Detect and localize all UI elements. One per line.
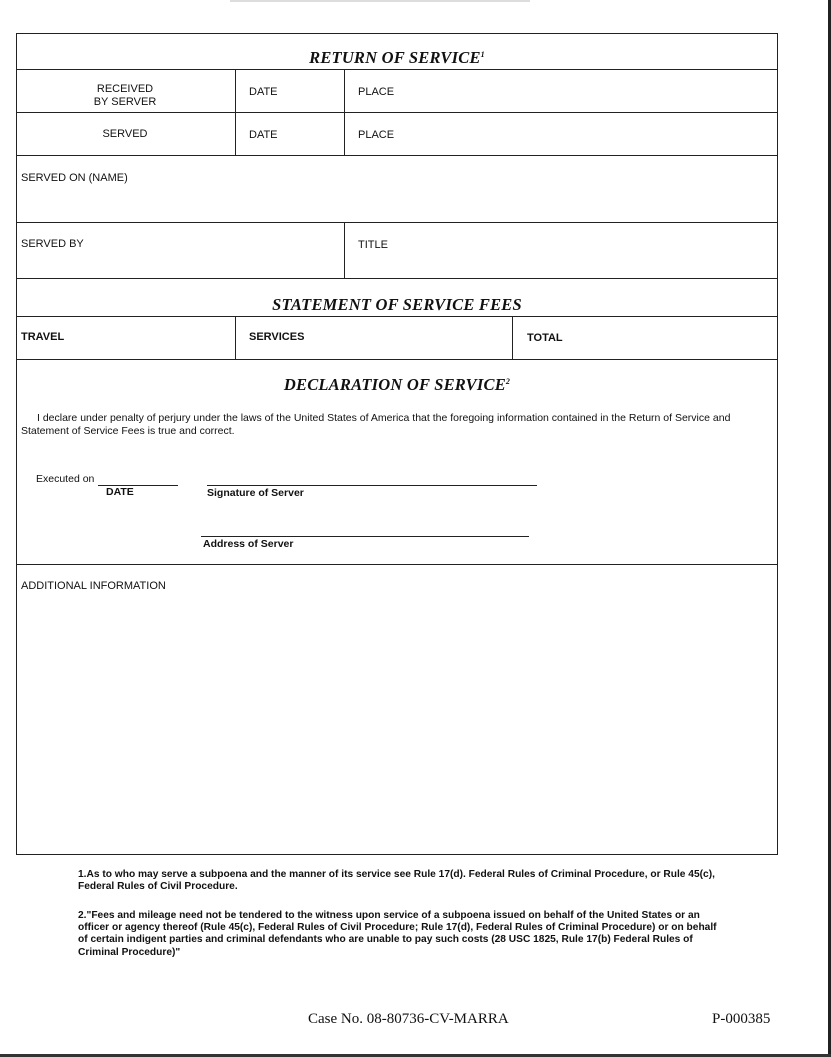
executed-on-label: Executed on <box>36 473 95 485</box>
served-by-label: SERVED BY <box>21 238 84 250</box>
return-of-service-title: RETURN OF SERVICE$^1$ <box>309 48 485 67</box>
footnote-1: 1.As to who may serve a subpoena and the manner of its service see Rule 17(d). Federal Rules of Criminal Procedure, or Rule 45(c), Federal Rules of Civil Procedure. <box>78 869 715 893</box>
additional-information-label: ADDITIONAL INFORMATION <box>21 580 166 592</box>
received-date-label: DATE <box>249 86 278 98</box>
server-address-line <box>201 536 529 537</box>
title-label: TITLE <box>358 239 388 251</box>
signature-of-server-label: Signature of Server <box>207 487 304 499</box>
date-label: DATE <box>106 486 134 498</box>
address-of-server-label: Address of Server <box>203 538 294 550</box>
declaration-text: I declare under penalty of perjury under the laws of the United States of America that the foregoing information contained in the Return of Service and Statement of Service Fees is true and correct. <box>21 412 731 437</box>
declaration-of-service-title: DECLARATION OF SERVICE$^2$ <box>283 375 511 394</box>
server-signature-line <box>207 485 537 486</box>
case-number: Case No. 08-80736-CV-MARRA <box>308 1011 509 1027</box>
top-scan-edge <box>230 0 530 2</box>
service-fees-title: STATEMENT OF SERVICE FEES <box>272 295 522 314</box>
served-place-label: PLACE <box>358 129 395 141</box>
served-date-label: DATE <box>249 129 278 141</box>
served-label: SERVED <box>102 128 148 140</box>
services-label: SERVICES <box>249 331 305 343</box>
received-by-server-label: RECEIVED BY SERVER <box>93 83 157 108</box>
page-id: P-000385 <box>712 1011 771 1027</box>
served-on-name-label: SERVED ON (NAME) <box>21 172 128 184</box>
received-place-label: PLACE <box>358 86 395 98</box>
total-label: TOTAL <box>527 332 563 344</box>
footnote-2: 2."Fees and mileage need not be tendered to the witness upon service of a subpoena issued on behalf of the United States or an officer or agency thereof (Rule 45(c), Federal Rules of Civil Procedure; Rule 17(d), Federal Rules of Criminal Procedure) or on behalf of certain indigent parties and criminal defendants who are unable to pay such costs (28 USC 1825, Rule 17(b) Federal Rules of Criminal Procedure)" <box>78 910 717 958</box>
travel-label: TRAVEL <box>21 331 65 343</box>
